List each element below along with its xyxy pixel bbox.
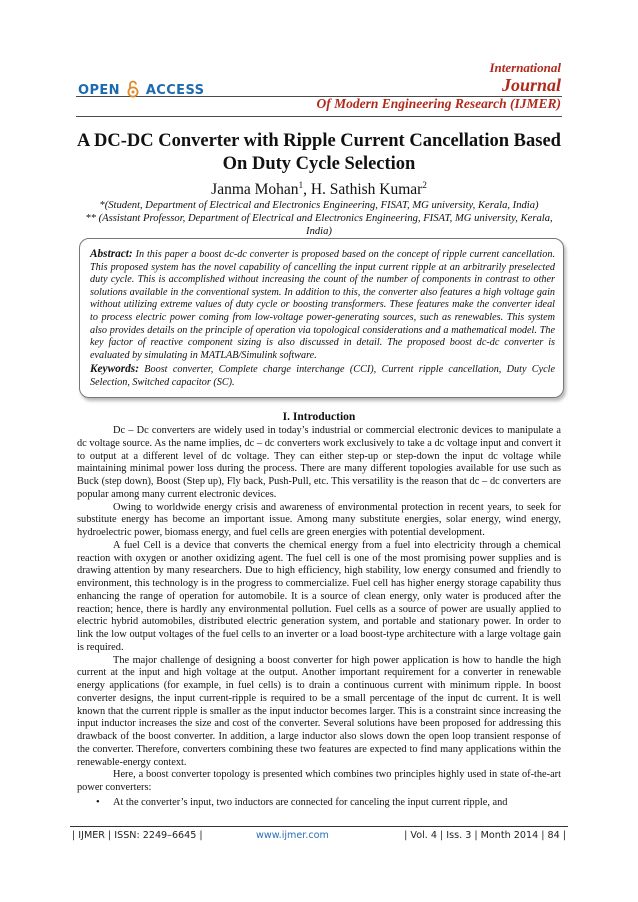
bullet-item: • At the converter’s input, two inductors are connected for canceling the input current ripple, and	[77, 796, 561, 809]
paragraph: Dc – Dc converters are widely used in today’s industrial or commercial electronic devices to manipulate a dc voltage source. As the name implies, dc – dc converters work exclusively to take a dc voltage input and convert it to output at a different level of dc voltage. They can either step-up or step-down the input dc voltage while maintaining minimal power loss during the process. There are many different topologies available for use such as Buck (step down), Boost (Step up), Fly back, Push-Pull, etc. This versatility is the reason that dc – dc converters are popular among many current electronic devices.	[77, 425, 561, 500]
open-lock-icon	[127, 80, 139, 102]
author-1-sup: 1	[298, 180, 304, 190]
footer-volume-page: | Vol. 4 | Iss. 3 | Month 2014 | 84 |	[404, 830, 566, 841]
header-rule-bottom	[76, 116, 562, 117]
open-access-logo	[78, 80, 204, 102]
author-line	[70, 180, 568, 199]
journal-masthead	[316, 60, 561, 112]
keywords-label: Keywords:	[90, 363, 139, 376]
footer-rule	[70, 826, 568, 827]
abstract-box	[79, 238, 564, 398]
paragraph: Owing to worldwide energy crisis and awareness of environmental protection in recent years, to seek for substitute energy has become an important issue. Among many substitute energies, solar energy, wind energy, hydroelectric power, biomass energy, and fuel cells are green energies with potential development.	[77, 501, 561, 538]
paper-title: A DC-DC Converter with Ripple Current Cancellation Based On Duty Cycle Selection	[77, 131, 561, 174]
footer-website-link[interactable]: www.ijmer.com	[256, 830, 329, 841]
section-heading-introduction: I. Introduction	[282, 411, 356, 423]
journal-line-name: Of Modern Engineering Research (IJMER)	[316, 96, 561, 111]
abstract-text: In this paper a boost dc-dc converter is proposed based on the concept of ripple current cancellation. This proposed system has the novel capability of cancelling the input current ripple at an arbitrarily preselected duty cycle. This is accomplished without increasing the count of the number of components in contrast to other solutions available in the conventional system. In addition to this, the converter also features a high voltage gain without utilizing extreme values of duty cycle or boosting transformers. These features make the converter ideal to process electric power coming from low-voltage power-generating sources, such as renewables. This system also provides details on the principle of operation via topological considerations and a mathematical model. The key factor of reactive component sizing is also discussed in detail. The proposed boost dc-dc converter is evaluated by simulating in MATLAB/Simulink software.	[90, 249, 555, 361]
journal-line-international: International	[489, 60, 561, 75]
author-1: Janma Mohan	[211, 181, 299, 199]
paragraph: A fuel Cell is a device that converts the chemical energy from a fuel into electricity through a chemical reaction with oxygen or another oxidizing agent. The fuel cell is one of the most promising power supplies and is drawing attention by many researchers. Due to high efficiency, high stability, low energy consumed and friendly to environment, this technology is in the progress to commercialize. Fuel cell has higher energy storage capability thus enhancing the range of operation for automobile. It is a source of clean energy, only water is produced after the reaction; hence, there is hardly any environmental pollution. Fuel cells as a source of power are usually applied to electric hybrid automobiles, distributed electric generation system, and portable and stationary power. In order to link the low output voltages of the fuel cells to an inverter or a load boost-type architecture with a large voltage gain is required.	[77, 539, 561, 653]
affiliation-1: *(Student, Department of Electrical and Electronics Engineering, FISAT, MG university, Kerala, India)	[99, 200, 539, 211]
author-2-sup: 2	[422, 180, 427, 190]
abstract-label: Abstract:	[90, 248, 133, 260]
abstract-paragraph	[90, 248, 555, 362]
page-footer	[70, 826, 568, 844]
open-access-label: OPEN	[78, 83, 120, 98]
footer-issn: | IJMER | ISSN: 2249–6645 |	[72, 830, 203, 841]
access-label: ACCESS	[145, 83, 205, 98]
keywords-text: Boost converter, Complete charge interchange (CCI), Current ripple cancellation, Duty Cycle Selection, Switched capacitor (SC).	[90, 364, 555, 388]
paragraph: Here, a boost converter topology is presented which combines two principles highly used in state of-the-art power converters:	[77, 769, 561, 793]
author-separator: ,	[303, 181, 311, 199]
journal-line-journal: Journal	[501, 75, 561, 95]
paragraph: The major challenge of designing a boost converter for high power application is how to handle the high current at the input and high voltage at the output. Another important requirement for a converter in renewable energy applications (for example, in fuel cells) is to drain a continuous current with minimum ripple. In boost converter designs, the input current-ripple is required to be a small percentage of the input dc current. It is well known that the current ripple is smaller as the input inductor becomes larger. This is a constraint since increasing the input inductor increases the size and cost of the converter. Several solutions have been proposed for addressing this drawback of the boost converter. In addition, a large inductor also slows down the open loop transient response of the converter. Therefore, converters combining these two features are expected to find many applications within the renewable-energy context.	[77, 654, 561, 768]
author-2: H. Sathish Kumar	[310, 181, 423, 199]
affiliation-2: ** (Assistant Professor, Department of Electrical and Electronics Engineering, FISAT, MG university, Kerala, India)	[85, 213, 553, 237]
bullet-list	[77, 796, 561, 809]
keywords-paragraph	[90, 363, 555, 389]
introduction-body	[77, 425, 561, 795]
